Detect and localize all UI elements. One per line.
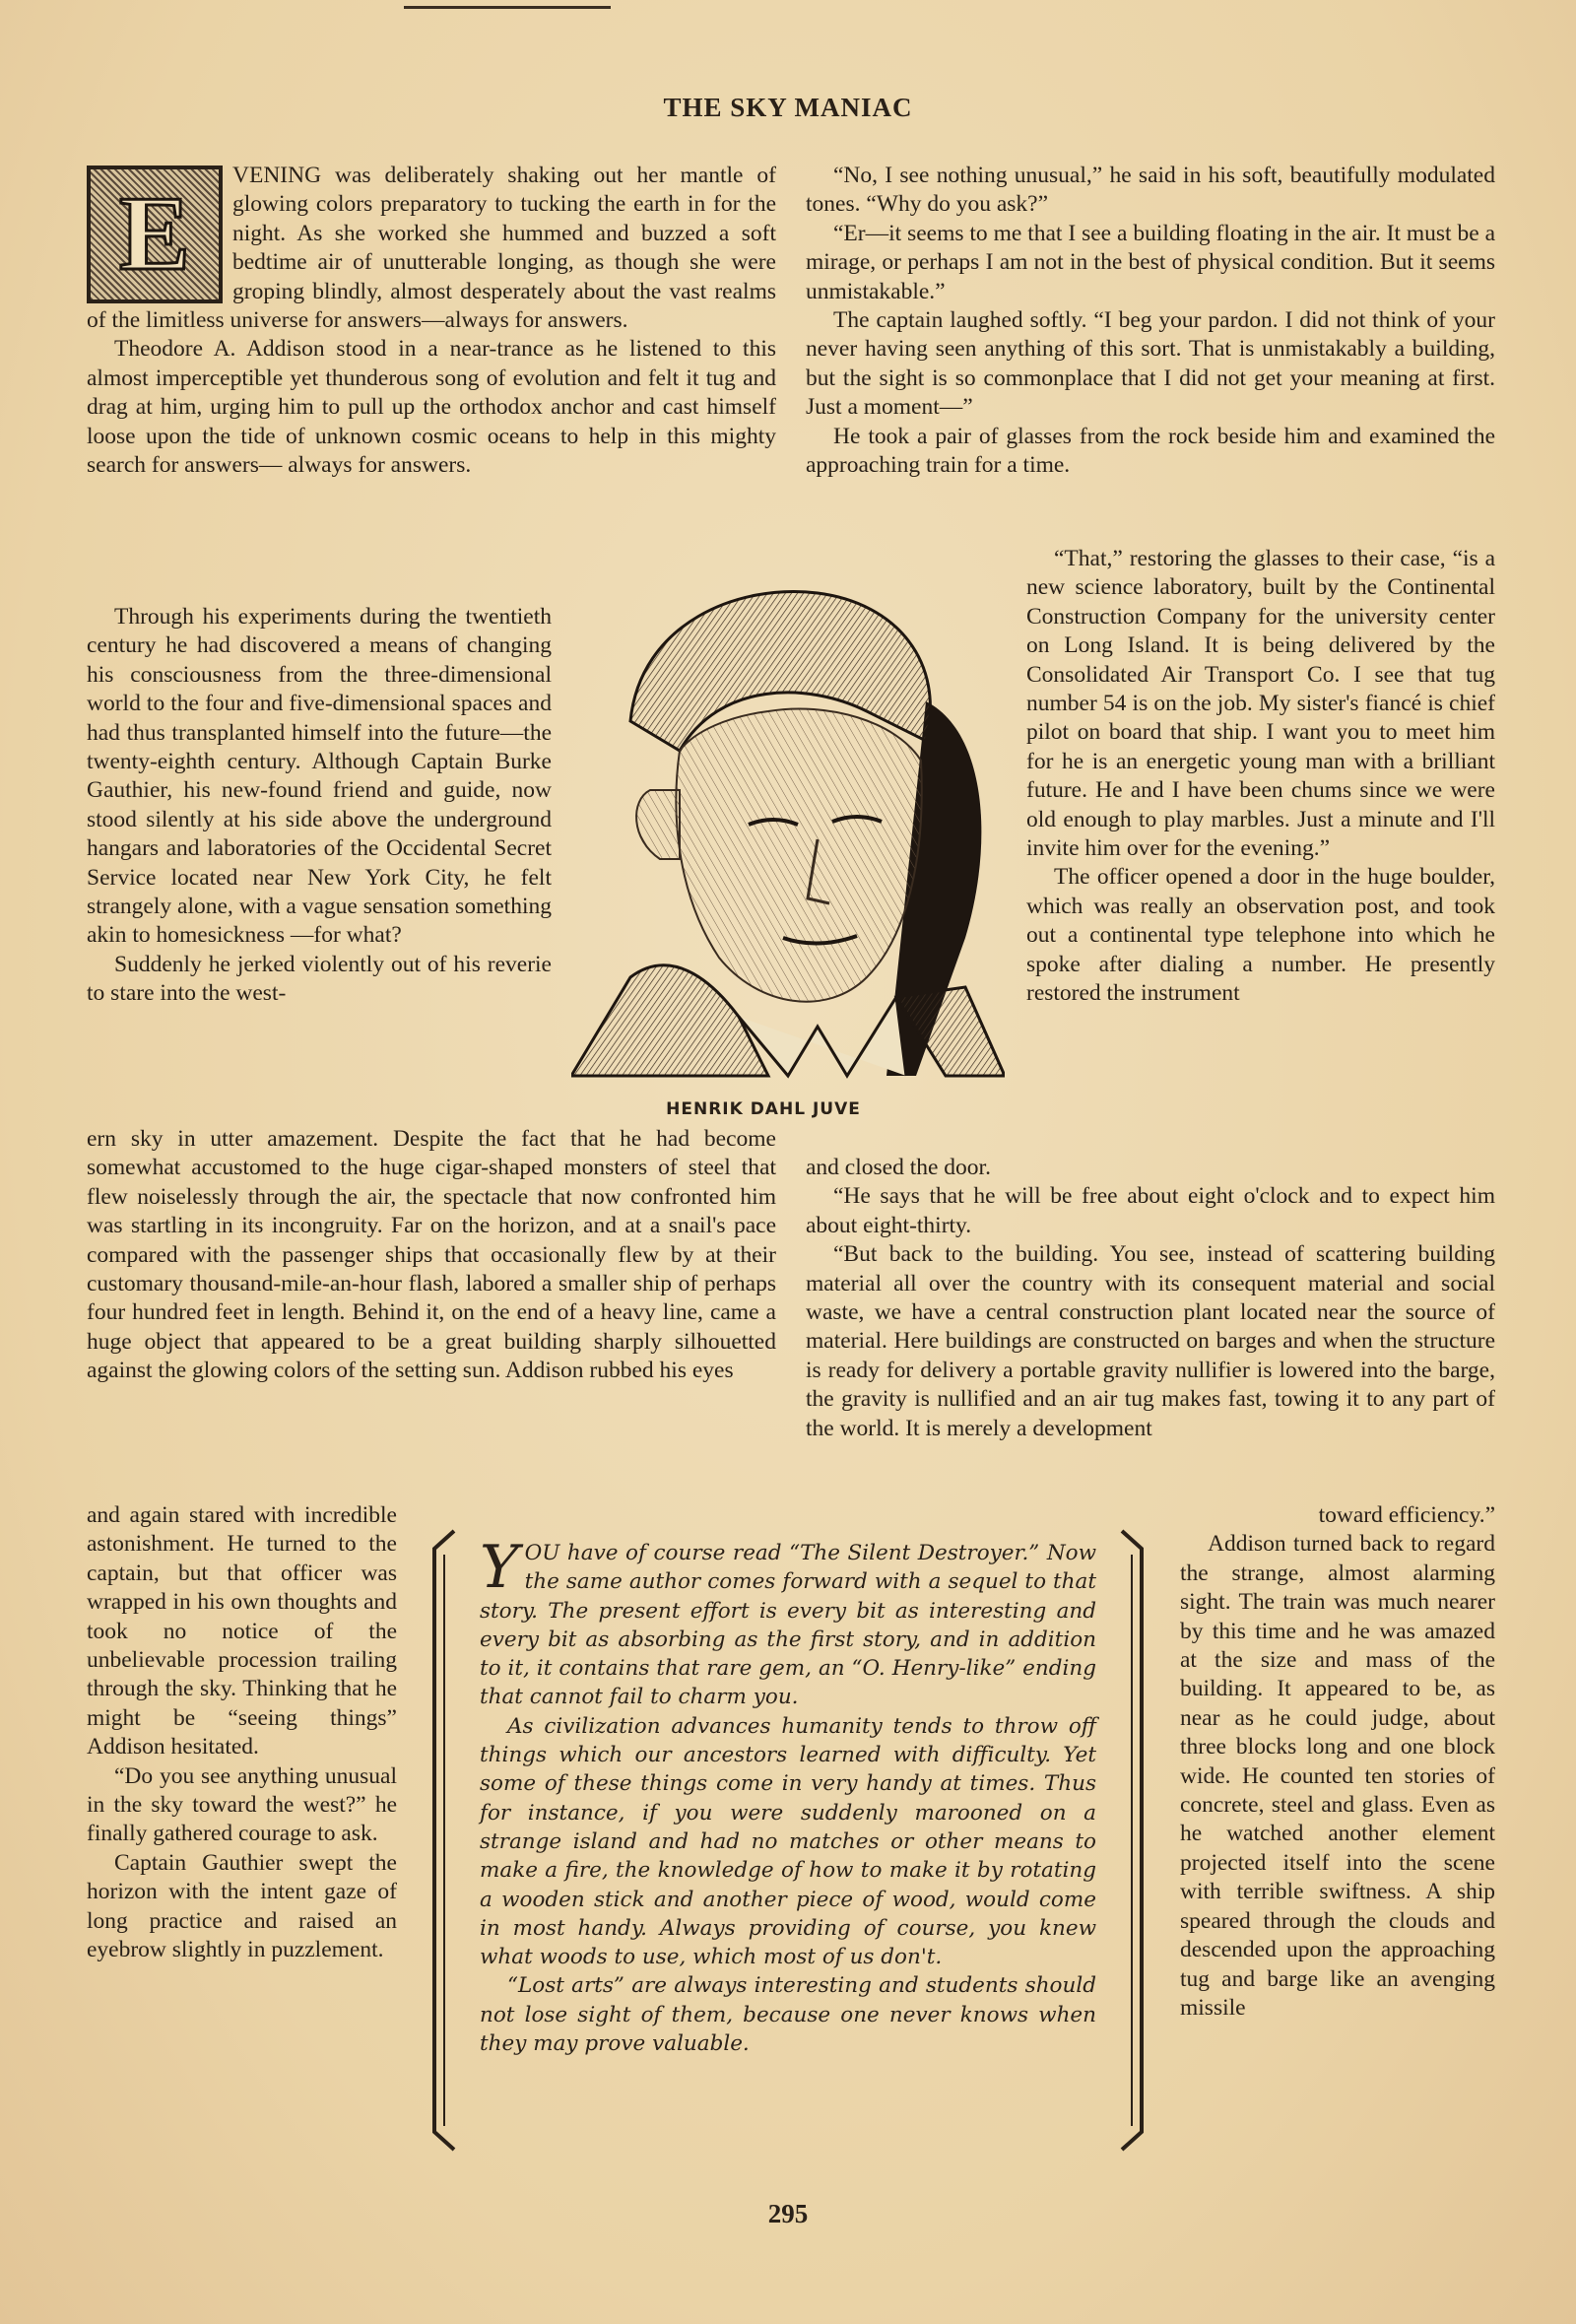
right-paragraph-2: “Er—it seems to me that I see a building floating in the air. It must be a mirage, or perhaps I am not in the best of physical condition. But it seems unmistakable.” bbox=[806, 220, 1495, 304]
right-paragraph-7: “But back to the building. You see, instead of scattering building material all over the country with its consequent material and social waste, we have a central construction plant located near the source of material. Here buildings are constructed on barges and when the structure is ready for delivery a portable gravity nullifier is lowered into the barge, the gravity is nullified and an air tug makes fast, towing it to any part of the world. It is merely a development bbox=[806, 1241, 1495, 1441]
left-paragraph-3: Through his experiments during the twentieth century he had discovered a means of changing his consciousness from the three-dimensional world to the four and five-dimensional spaces and had thus transplanted himself into the future—the twenty-eighth century. Although Captain Burke Gauthier, his new-found friend and guide, now stood silently at his side above the underground hangars and laboratories of the Occidental Secret Service located near New York City, he felt strangely alone, with a vague sensation something akin to homesickness —for what? bbox=[87, 604, 552, 949]
right-paragraph-6: “He says that he will be free about eight o'clock and to expect him about eight-thirty. bbox=[806, 1183, 1495, 1238]
right-column-lower bbox=[806, 1154, 1495, 1443]
editorial-initial: Y bbox=[480, 1533, 519, 1602]
right-column-top bbox=[806, 162, 1495, 480]
right-column-bottom bbox=[1180, 1501, 1495, 2023]
left-column-top bbox=[87, 162, 776, 480]
left-paragraph-6: Captain Gauthier swept the horizon with the intent gaze of long practice and raised an eyebrow slightly in puzzlement. bbox=[87, 1849, 397, 1963]
left-column-bottom bbox=[87, 1501, 397, 1965]
page-title: THE SKY MANIAC bbox=[663, 93, 913, 122]
drop-cap-letter: E bbox=[118, 175, 191, 293]
left-paragraph-4c: and again stared with incredible astonishment. He turned to the captain, but that officer was wrapped in his own thoughts and took no notice of the unbelievable procession trailing through the sky. Thinking that he might be “seeing things” Addison hesitated. bbox=[87, 1502, 397, 1760]
left-column-middle bbox=[87, 603, 552, 1009]
left-paragraph-2: Theodore A. Addison stood in a near-trance as he listened to this almost imperceptible yet thunderous song of evolution and felt it tug and drag at him, urging him to pull up the orthodox anchor and cast himself loose upon the tide of unknown cosmic oceans to help in this mighty search for answers— always for answers. bbox=[87, 336, 776, 479]
editorial-paragraph-3: “Lost arts” are always interesting and students should not lose sight of them, because one never knows when they may prove valuable. bbox=[480, 1973, 1096, 2057]
drop-cap bbox=[87, 166, 223, 303]
right-bracket bbox=[1118, 1525, 1148, 2156]
author-portrait bbox=[571, 564, 1005, 1096]
editorial-text bbox=[480, 1533, 1096, 2058]
right-paragraph-5a: “That,” restoring the glasses to their case, “is a new science laboratory, built by the Continental Construction Company for the university center on Long Island. It is being delivered by the Consolidated Air Transport Co. I see that tug number 54 is on the job. My sister's fiancé is chief pilot on board that ship. I want you to meet him for he is an energetic young man with a brilliant future. He and I have been chums since we were old enough to play marbles. Just a minute and I'll invite him over for the evening.” bbox=[1026, 546, 1495, 862]
top-rule bbox=[404, 6, 611, 9]
right-paragraph-4: He took a pair of glasses from the rock beside him and examined the approaching train for a time. bbox=[806, 423, 1495, 479]
editorial-paragraph-1-text: OU have of course read “The Silent Destroyer.” Now the same author comes forward with a sequel to that story. The present effort is every bit as interesting and every bit as absorbing as the first story, and in addition to it, it contains that rare gem, an “O. Henry-like” ending that cannot fail to charm you. bbox=[480, 1541, 1096, 1710]
right-paragraph-3: The captain laughed softly. “I beg your pardon. I did not think of your never having seen anything of this sort. That is unmistakably a building, but the sight is so commonplace that I did not get your meaning at first. Just a moment—” bbox=[806, 307, 1495, 421]
right-paragraph-5c: and closed the door. bbox=[806, 1155, 991, 1180]
face-shape bbox=[676, 708, 921, 1001]
right-paragraph-8: Addison turned back to regard the strange, almost alarming sight. The train was much nearer by this time and he was amazed at the size and mass of the building. It appeared to be, as near as he could judge, about three blocks long and one block wide. He counted ten stories of concrete, steel and glass. Even as he watched another element projected itself into the scene with terrible swiftness. A ship speared through the clouds and descended upon the approaching tug and barge like an avenging missile bbox=[1180, 1531, 1495, 2021]
editorial-box bbox=[428, 1525, 1148, 2156]
left-paragraph-5: “Do you see anything unusual in the sky toward the west?” he finally gathered courage to ask. bbox=[87, 1762, 397, 1847]
left-bracket bbox=[428, 1525, 458, 2156]
editorial-paragraph-2: As civilization advances humanity tends to throw off things which our ancestors learned with difficulty. Yet some of these things come in very handy at times. Thus for instance, if you were suddenly marooned on a strange island and had no matches or other means to make a fire, the knowledge of how to make it by rotating a wooden stick and another piece of wood, would come in most handy. Always providing of course, you knew what woods to use, which most of us don't. bbox=[480, 1713, 1096, 1970]
left-shoulder bbox=[571, 965, 768, 1076]
left-paragraph-1: VENING was deliberately shaking out her mantle of glowing colors preparatory to tucking the earth in for the night. As she worked she hummed and buzzed a soft bedtime air of unutterable longing, as though she were groping blindly, almost desperately about the vast realms of the limitless universe for answers—always for answers. bbox=[87, 163, 776, 334]
right-paragraph-1: “No, I see nothing unusual,” he said in his soft, beautifully modulated tones. “Why do you ask?” bbox=[806, 163, 1495, 218]
left-paragraph-4b: ern sky in utter amazement. Despite the fact that he had become somewhat accustomed to the huge cigar-shaped monsters of steel that flew noiselessly through the air, the spectacle that now confronted him was startling in its incongruity. Far on the horizon, and at a snail's pace compared with the passenger ships that occasionally flew by at their customary thousand-mile-an-hour flash, labored a smaller ship of perhaps four hundred feet in length. Behind it, on the end of a heavy line, came a huge object that appeared to be a great building sharply silhouetted against the glowing colors of the setting sun. Addison rubbed his eyes bbox=[87, 1126, 776, 1384]
left-paragraph-4a: Suddenly he jerked violently out of his reverie to stare into the west- bbox=[87, 951, 552, 1007]
right-paragraph-7b: toward efficiency.” bbox=[1318, 1502, 1495, 1528]
left-column-lower bbox=[87, 1125, 776, 1386]
illustration-caption: HENRIK DAHL JUVE bbox=[666, 1099, 861, 1119]
editorial-paragraph-1 bbox=[480, 1533, 1096, 1712]
ear-shape bbox=[636, 790, 680, 859]
right-column-middle bbox=[1026, 545, 1495, 1009]
right-paragraph-5b: The officer opened a door in the huge boulder, which was really an observation post, and took out a continental type telephone into which he spoke after dialing a number. He presently restored the instrument bbox=[1026, 864, 1495, 1007]
page-number: 295 bbox=[767, 2199, 809, 2228]
